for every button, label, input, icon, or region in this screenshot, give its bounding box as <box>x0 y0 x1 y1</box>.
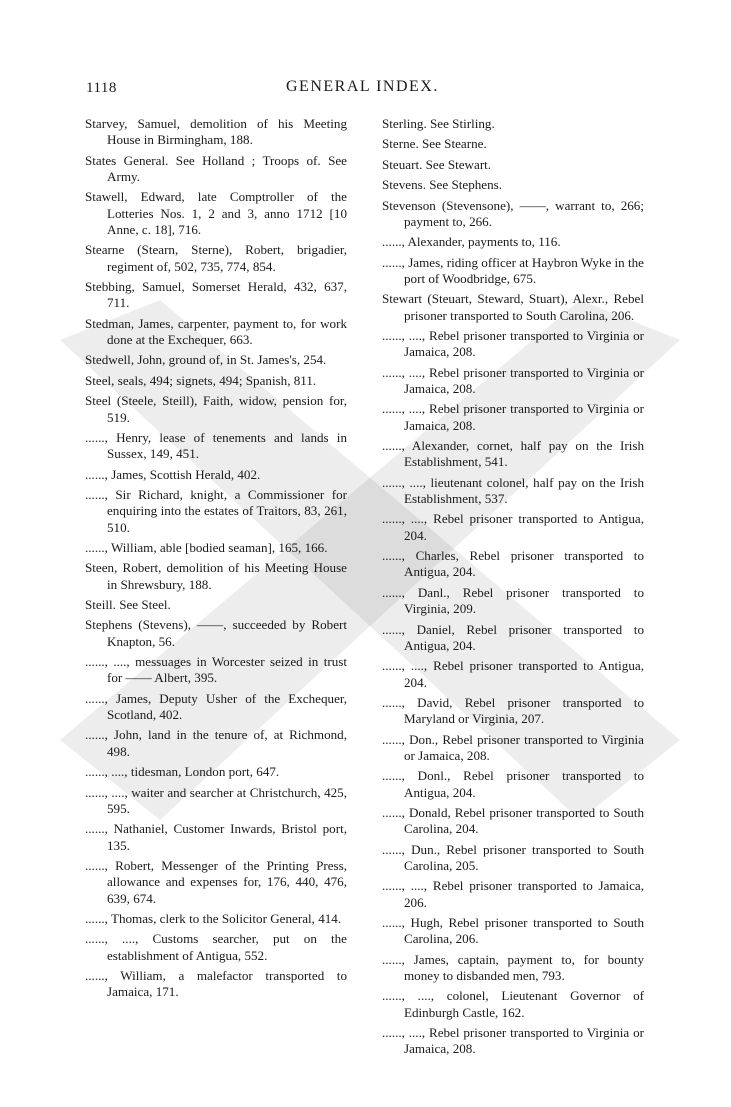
index-entry: ......, Sir Richard, knight, a Commissioner for enquiring into the estates of Traitors, 83, 261, 510. <box>85 486 351 535</box>
index-entry: ......, Donl., Rebel prisoner transported to Antigua, 204. <box>382 768 647 800</box>
index-entry: ......, James, Scottish Herald, 402. <box>85 466 261 482</box>
index-entry: ......, ...., colonel, Lieutenant Governor of Edinburgh Castle, 162. <box>382 988 648 1020</box>
index-entry: Stevenson (Stevensone), ——, warrant to, 266; payment to, 266. <box>382 197 648 229</box>
index-entry: States General. See Holland ; Troops of. See Army. <box>85 152 350 184</box>
index-entry: ......, Alexander, payments to, 116. <box>382 234 561 250</box>
index-entry: ......, Thomas, clerk to the Solicitor General, 414. <box>85 910 342 926</box>
index-entry: Stawell, Edward, late Comptroller of the Lotteries Nos. 1, 2 and 3, anno 1712 [10 Anne, c. 18], 716. <box>85 189 351 237</box>
index-entry: ......, James, riding officer at Haybron Wyke in the port of Woodbridge, 675. <box>382 254 648 286</box>
index-entry: ......, Don., Rebel prisoner transported to Virginia or Jamaica, 208. <box>382 731 648 763</box>
index-entry: ......, ...., Rebel prisoner transported to Virginia or Jamaica, 208. <box>382 1025 648 1057</box>
index-entry: Stebbing, Samuel, Somerset Herald, 432, 637, 711. <box>85 279 351 311</box>
index-entry: Stevens. See Stephens. <box>382 177 503 193</box>
index-entry: ......, William, able [bodied seaman], 165, 166. <box>85 539 328 555</box>
index-entry: Stedwell, John, ground of, in St. James's, 254. <box>85 352 327 368</box>
index-entry: ......, ...., Rebel prisoner transported to Virginia or Jamaica, 208. <box>382 401 648 433</box>
index-entry: ......, ...., lieutenant colonel, half pay on the Irish Establishment, 537. <box>382 474 648 507</box>
index-entry: Stewart (Steuart, Steward, Stuart), Alexr., Rebel prisoner transported to South Carolina, 206. <box>382 291 648 323</box>
index-entry: Steill. See Steel. <box>85 597 171 613</box>
index-entry: ......, ...., waiter and searcher at Christchurch, 425, 595. <box>85 784 351 816</box>
index-entry: ......, ...., Rebel prisoner transported to Virginia or Jamaica, 208. <box>382 364 648 396</box>
index-column-left <box>85 116 351 1005</box>
index-entry: ......, ...., Customs searcher, put on the establishment of Antigua, 552. <box>85 931 351 963</box>
page-number: 1118 <box>86 80 117 96</box>
index-entry: Stedman, James, carpenter, payment to, for work done at the Exchequer, 663. <box>85 315 351 348</box>
index-entry: ......, ...., Rebel prisoner transported to Virginia or Jamaica, 208. <box>382 328 648 360</box>
index-entry: Steuart. See Stewart. <box>382 156 492 172</box>
index-entry: ......, Hugh, Rebel prisoner transported to South Carolina, 206. <box>382 915 648 947</box>
index-entry: ......, Nathaniel, Customer Inwards, Bristol port, 135. <box>85 821 351 853</box>
index-entry: ......, ...., messuages in Worcester seized in trust for —— Albert, 395. <box>85 654 351 686</box>
index-entry: Steel (Steele, Steill), Faith, widow, pension for, 519. <box>85 393 351 425</box>
index-entry: ......, Daniel, Rebel prisoner transported to Antigua, 204. <box>382 621 647 653</box>
index-entry: ......, John, land in the tenure of, at Richmond, 498. <box>85 727 351 759</box>
index-entry: ......, James, captain, payment to, for bounty money to disbanded men, 793. <box>382 951 648 983</box>
index-entry: ......, Alexander, cornet, half pay on the Irish Establishment, 541. <box>382 438 648 470</box>
index-entry: ......, Henry, lease of tenements and lands in Sussex, 149, 451. <box>85 429 351 462</box>
index-entry: ......, Dun., Rebel prisoner transported to South Carolina, 205. <box>382 841 648 873</box>
running-head: GENERAL INDEX. <box>286 78 439 95</box>
index-entry: ......, ...., Rebel prisoner transported to Antigua, 204. <box>382 511 648 543</box>
index-entry: ......, William, a malefactor transported to Jamaica, 171. <box>85 968 351 1000</box>
index-entry: ......, James, Deputy Usher of the Exchequer, Scotland, 402. <box>85 690 351 723</box>
index-entry: ......, Danl., Rebel prisoner transported to Virginia, 209. <box>382 584 648 617</box>
index-entry: Stearne (Stearn, Sterne), Robert, brigadier, regiment of, 502, 735, 774, 854. <box>85 242 351 274</box>
index-entry: Steen, Robert, demolition of his Meeting House in Shrewsbury, 188. <box>85 560 351 592</box>
index-entry: ......, ...., Rebel prisoner transported to Antigua, 204. <box>382 658 648 690</box>
index-entry: Steel, seals, 494; signets, 494; Spanish, 811. <box>85 372 317 388</box>
index-entry: Starvey, Samuel, demolition of his Meeting House in Birmingham, 188. <box>85 116 351 148</box>
index-column-right <box>382 116 648 1062</box>
index-entry: Sterne. See Stearne. <box>382 136 487 152</box>
index-entry: ......, ...., tidesman, London port, 647. <box>85 764 280 780</box>
index-entry: ......, ...., Rebel prisoner transported to Jamaica, 206. <box>382 878 648 910</box>
index-entry: ......, Donald, Rebel prisoner transported to South Carolina, 204. <box>382 804 648 837</box>
index-entry: ......, Robert, Messenger of the Printing Press, allowance and expenses for, 176, 440, 476, 639, 674. <box>85 857 351 906</box>
index-entry: ......, David, Rebel prisoner transported to Maryland or Virginia, 207. <box>382 694 648 727</box>
index-entry: Sterling. See Stirling. <box>382 116 495 131</box>
index-entry: Stephens (Stevens), ——, succeeded by Robert Knapton, 56. <box>85 617 351 649</box>
index-entry: ......, Charles, Rebel prisoner transported to Antigua, 204. <box>382 548 647 580</box>
